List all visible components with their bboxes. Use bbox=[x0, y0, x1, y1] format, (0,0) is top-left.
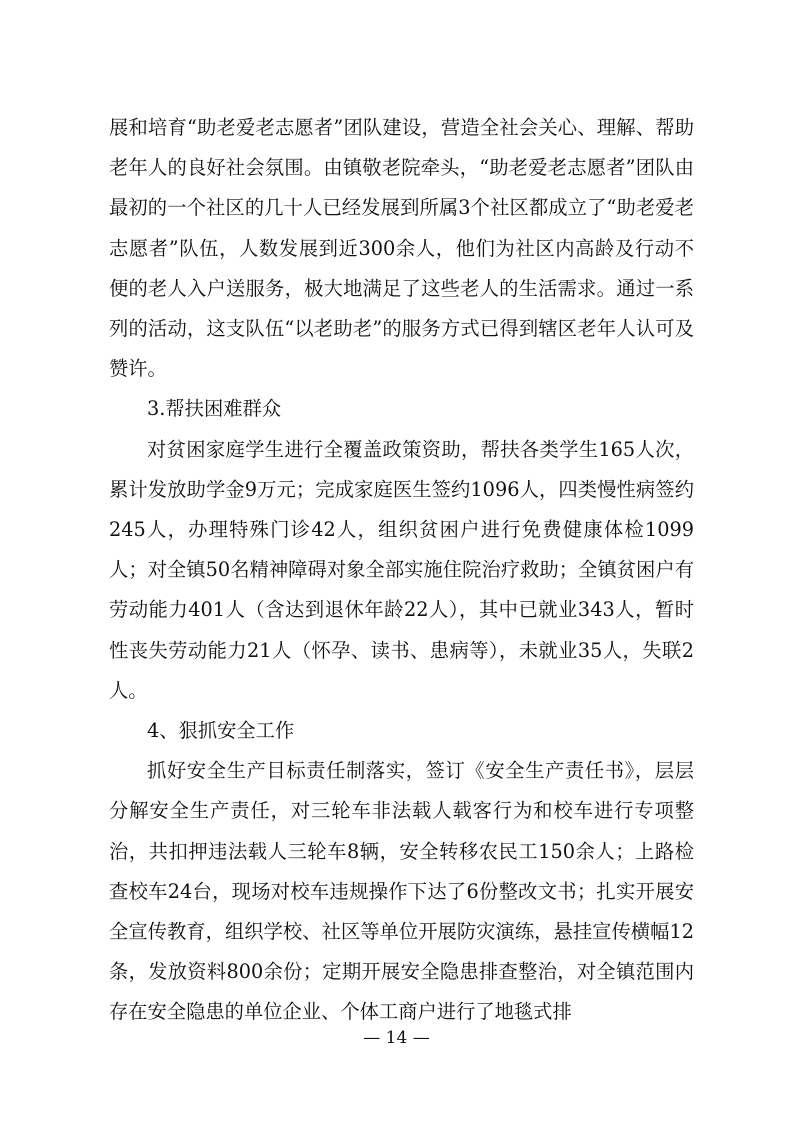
paragraph-assist-needy: 对贫困家庭学生进行全覆盖政策资助，帮扶各类学生165人次，累计发放助学金9万元；完成家庭医生签约1096人，四类慢性病签约245人，办理特殊门诊42人，组织贫困户进行免费健康体检1099人；对全镇50名精神障碍对象全部实施住院治疗救助；全镇贫困户有劳动能力401人（含达到退休年龄22人），其中已就业343人，暂时性丧失劳动能力21人（怀孕、读书、患病等），未就业35人，失联2人。 bbox=[109, 437, 694, 702]
section-heading-assist-needy: 3.帮扶困难群众 bbox=[147, 397, 282, 421]
document-body bbox=[109, 108, 694, 1033]
paragraph-volunteer-team: 展和培育“助老爱老志愿者”团队建设，营造全社会关心、理解、帮助老年人的良好社会氛围。由镇敬老院牵头，“助老爱老志愿者”团队由最初的一个社区的几十人已经发展到所属3个社区都成立了“助老爱老志愿者”队伍，人数发展到近300余人，他们为社区内高龄及行动不便的老人入户送服务，极大地满足了这些老人的生活需求。通过一系列的活动，这支队伍“以老助老”的服务方式已得到辖区老年人认可及赞许。 bbox=[109, 116, 694, 381]
paragraph-safety-work: 抓好安全生产目标责任制落实，签订《安全生产责任书》，层层分解安全生产责任，对三轮车非法载人载客行为和校车进行专项整治，共扣押违法载人三轮车8辆，安全转移农民工150余人；上路检查校车24台，现场对校车违规操作下达了6份整改文书；扎实开展安全宣传教育，组织学校、社区等单位开展防灾演练，悬挂宣传横幅12条，发放资料800余份；定期开展安全隐患排查整治，对全镇范围内存在安全隐患的单位企业、个体工商户进行了地毯式排 bbox=[109, 759, 694, 1024]
page-number: — 14 — bbox=[363, 1028, 430, 1048]
section-heading-safety-work: 4、狠抓安全工作 bbox=[147, 719, 295, 743]
